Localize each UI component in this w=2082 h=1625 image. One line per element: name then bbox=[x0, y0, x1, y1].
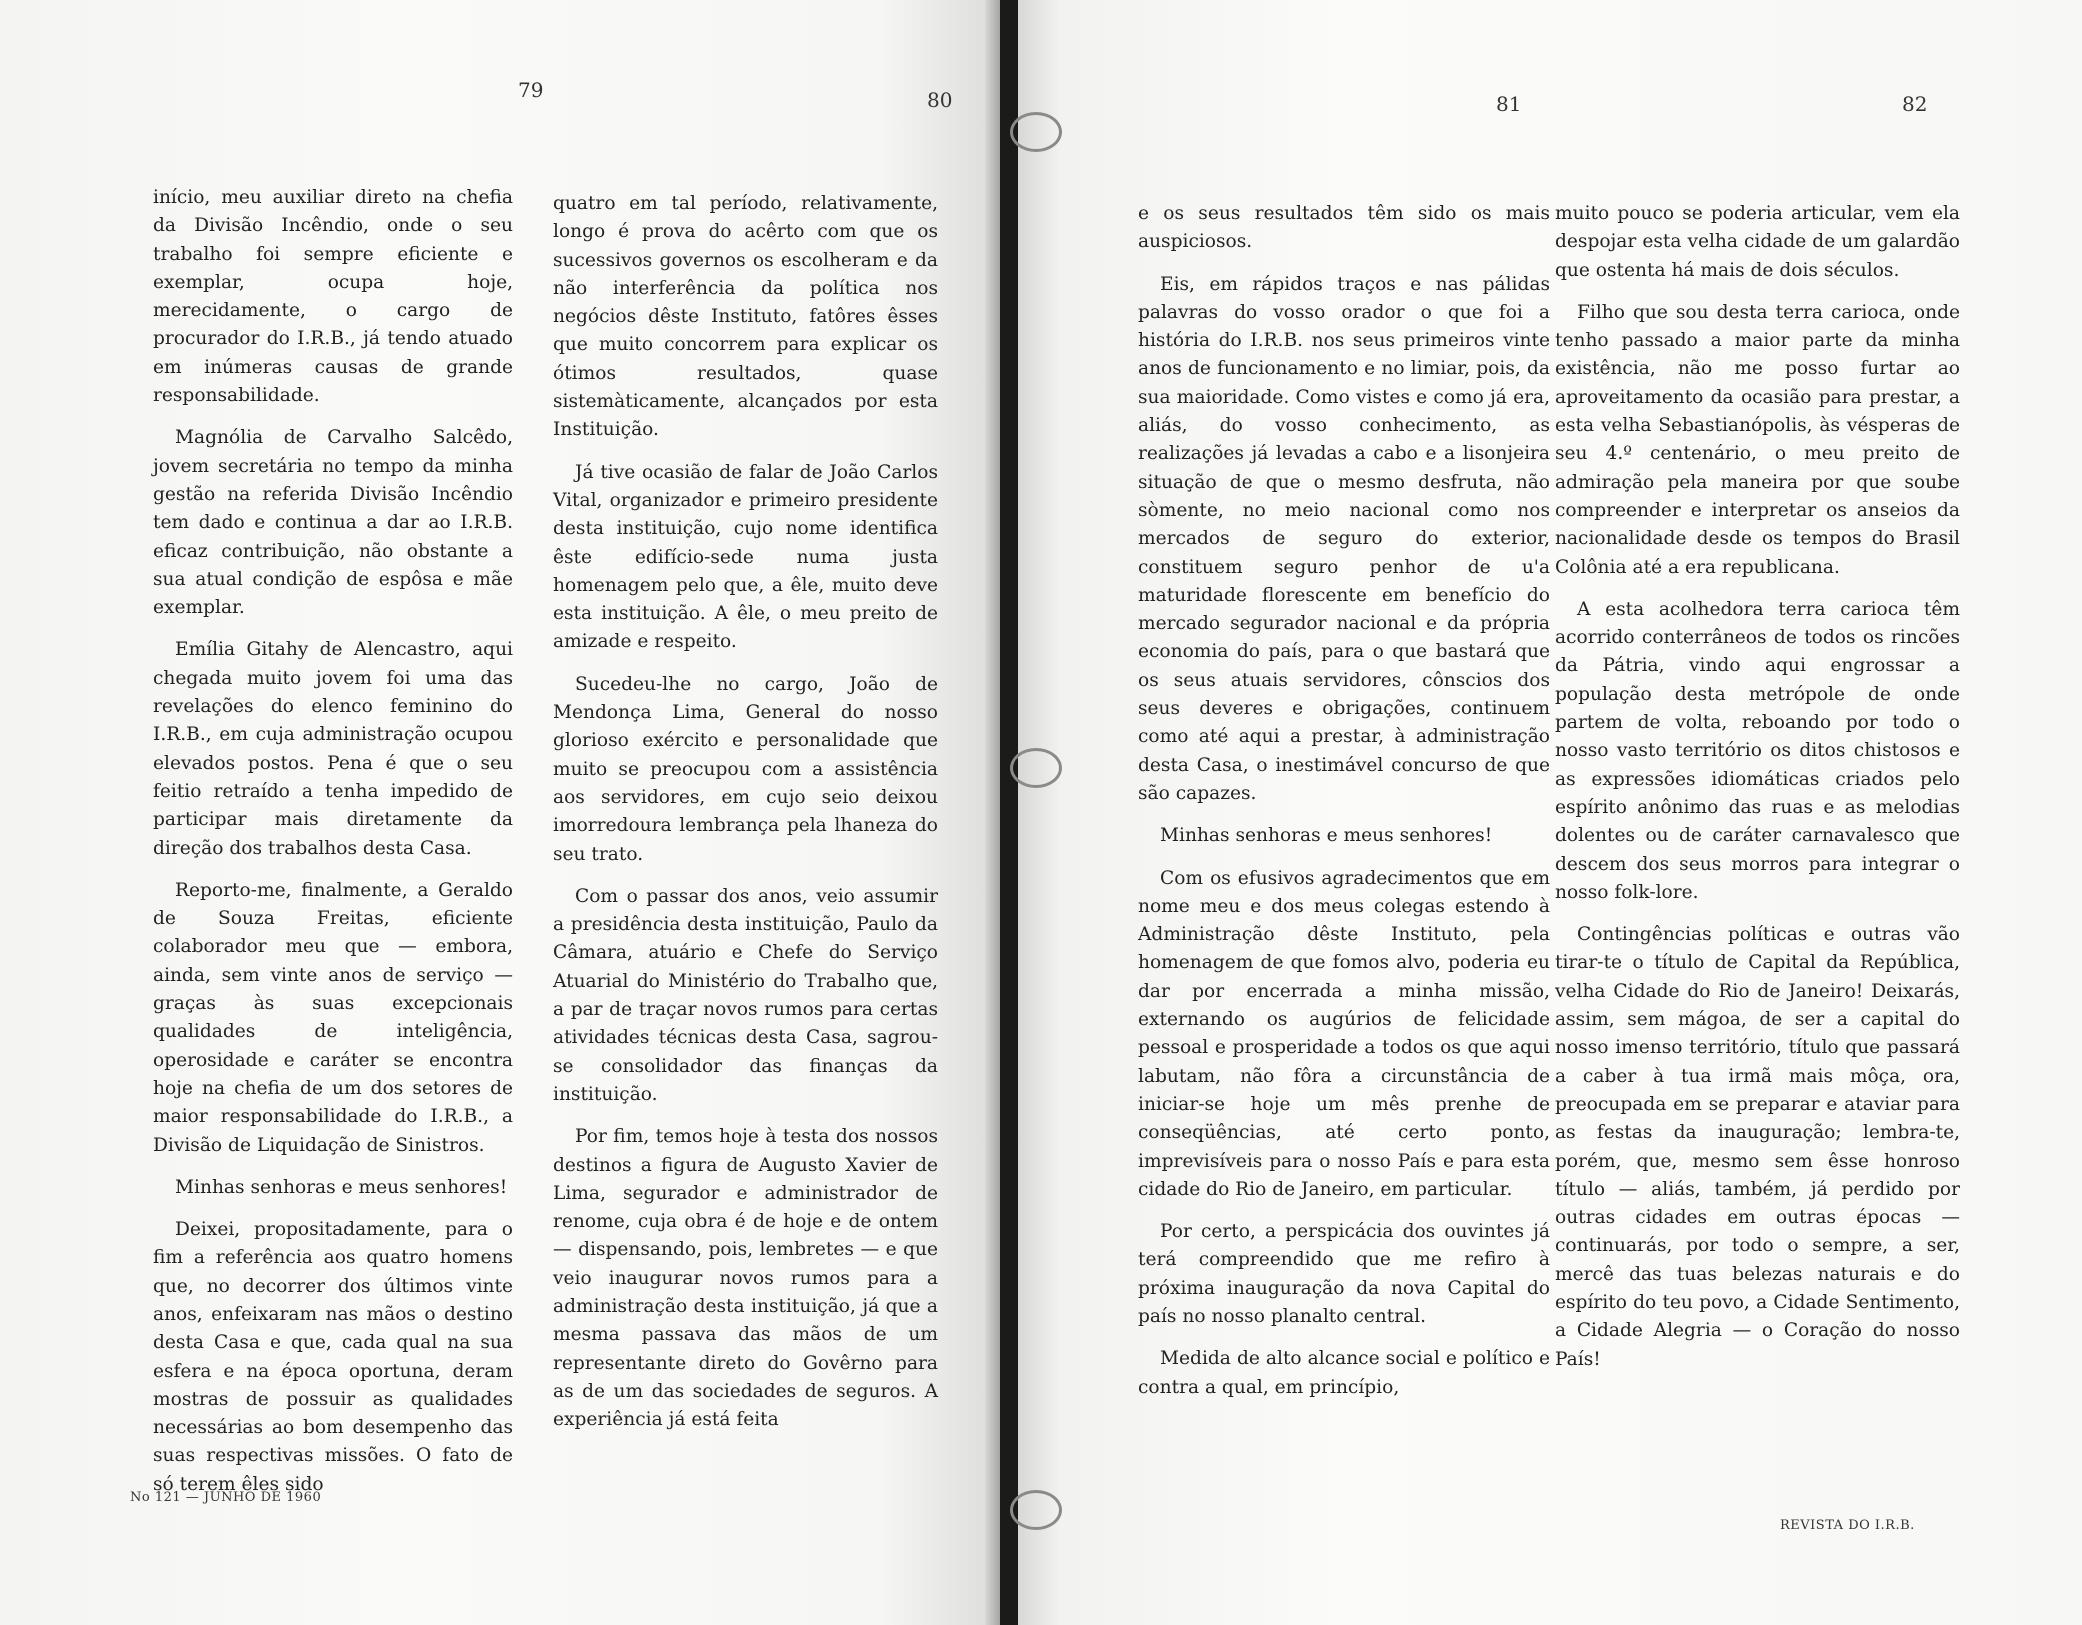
left-page bbox=[0, 0, 1000, 1625]
paragraph: Filho que sou desta terra carioca, onde tenho passado a maior parte da minha existência, não me posso furtar ao aproveitamento da ocasião para prestar, a esta velha Sebastianópolis, às vésperas de seu 4.º centenário, o meu preito de admiração pela maneira por que soube compreender e interpretar os anseios da nacionalidade desde os tempos do Brasil Colônia até a era republicana. bbox=[1555, 301, 1960, 578]
paragraph: Minhas senhoras e meus senhores! bbox=[1160, 825, 1493, 847]
right-page bbox=[1018, 0, 2082, 1625]
paragraph: Com os efusivos agradecimentos que em nome meu e dos meus colegas estendo à Administração dêste Instituto, pela homenagem de que fomos alvo, poderia eu dar por encerrada a minha missão, externando os augúrios de felicidade pessoal e prosperidade a todos os que aqui labutam, não fôra a circunstância de iniciar-se hoje um mês prenhe de conseqüências, até certo ponto, imprevisíveis para o nosso País e para esta cidade do Rio de Janeiro, em particular. bbox=[1138, 867, 1550, 1200]
footer-issue: No 121 — JUNHO DE 1960 bbox=[130, 1490, 322, 1505]
footer-journal: REVISTA DO I.R.B. bbox=[1780, 1518, 1915, 1533]
column-page-82 bbox=[1555, 200, 1960, 1388]
paragraph: quatro em tal período, relativamente, longo é prova do acêrto com que os sucessivos governos os escolheram e da não interferência da política nos negócios dêste Instituto, fatôres êsses que muito concorrem para explicar os ótimos resultados, quase sistemàticamente, alcançados por esta Instituição. bbox=[553, 193, 938, 441]
paragraph: Magnólia de Carvalho Salcêdo, jovem secretária no tempo da minha gestão na referida Divisão Incêndio tem dado e continua a dar ao I.R.B. eficaz contribuição, não obstante a sua atual condição de espôsa e mãe exemplar. bbox=[153, 427, 513, 619]
paragraph: início, meu auxiliar direto na chefia da Divisão Incêndio, onde o seu trabalho foi sempre eficiente e exemplar, ocupa hoje, merecidamente, o cargo de procurador do I.R.B., já tendo atuado em inúmeras causas de grande responsabilidade. bbox=[153, 187, 513, 407]
paragraph: Medida de alto alcance social e político e contra a qual, em princípio, bbox=[1138, 1348, 1550, 1398]
binding-staple-bottom bbox=[1010, 1490, 1062, 1530]
paragraph: Por fim, temos hoje à testa dos nossos destinos a figura de Augusto Xavier de Lima, segurador e administrador de renome, cuja obra é de hoje e de ontem — dispensando, pois, lembretes — e que veio inaugurar novos rumos para a administração desta instituição, já que a mesma passava das mãos de um representante direto do Govêrno para as de um das sociedades de seguros. A experiência já está feita bbox=[553, 1126, 938, 1431]
paragraph: Contingências políticas e outras vão tirar-te o título de Capital da República, velha Cidade do Rio de Janeiro! Deixarás, assim, sem mágoa, de ser a capital do nosso imenso território, título que passará a caber à tua irmã mais môça, ora, preocupada em se preparar e ataviar para as festas da inauguração; lembra-te, porém, que, mesmo sem êsse honroso título — aliás, também, já perdido por outras cidades em outras épocas — continuarás, por todo o sempre, a ser, mercê das tuas belezas naturais e do espírito do teu povo, a Cidade Sentimento, a Cidade Alegria — o Coração do nosso País! bbox=[1555, 924, 1960, 1370]
paragraph: Deixei, propositadamente, para o fim a referência aos quatro homens que, no decorrer dos últimos vinte anos, enfeixaram nas mãos o destino desta Casa e que, cada qual na sua esfera e na época oportuna, deram mostras de possuir as qualidades necessárias ao bom desempenho das suas respectivas missões. O fato de só terem êles sido bbox=[153, 1219, 513, 1495]
paragraph: Reporto-me, finalmente, a Geraldo de Souza Freitas, eficiente colaborador meu que — embora, ainda, sem vinte anos de serviço — graças às suas excepcionais qualidades de inteligência, operosidade e caráter se encontra hoje na chefia de um dos setores de maior responsabilidade do I.R.B., a Divisão de Liquidação de Sinistros. bbox=[153, 879, 513, 1156]
page-number-79: 79 bbox=[518, 78, 544, 102]
paragraph: muito pouco se poderia articular, vem ela despojar esta velha cidade de um galardão que ostenta há mais de dois séculos. bbox=[1555, 203, 1960, 281]
column-page-81 bbox=[1138, 200, 1550, 1416]
paragraph: Já tive ocasião de falar de João Carlos Vital, organizador e primeiro presidente desta instituição, cujo nome identifica êste edifício-sede numa justa homenagem pelo que, a êle, muito deve esta instituição. A êle, o meu preito de amizade e respeito. bbox=[553, 461, 938, 653]
column-page-80 bbox=[553, 190, 938, 1448]
column-page-79 bbox=[153, 184, 513, 1513]
paragraph: Eis, em rápidos traços e nas pálidas palavras do vosso orador o que foi a história do I.R.B. nos seus primeiros vinte anos de funcionamento e no limiar, pois, da sua maioridade. Como vistes e como já era, aliás, do vosso conhecimento, as realizações já levadas a cabo e a lisonjeira situação de que o mesmo desfruta, não sòmente, no meio nacional como nos mercados de seguro do exterior, constituem seguro penhor de u'a maturidade florescente em benefício do mercado segurador nacional e da própria economia do país, para o que bastará que os seus atuais servidores, cônscios dos seus deveres e obrigações, continuem como até aqui a prestar, à administração desta Casa, o inestimável concurso de que são capazes. bbox=[1138, 273, 1550, 804]
paragraph: Sucedeu-lhe no cargo, João de Mendonça Lima, General do nosso glorioso exército e personalidade que muito se preocupou com a assistência aos servidores, em cujo seio deixou imorredoura lembrança pela lhaneza do seu trato. bbox=[553, 673, 938, 865]
paragraph: Por certo, a perspicácia dos ouvintes já terá compreendido que me refiro à próxima inauguração da nova Capital do país no nosso planalto central. bbox=[1138, 1221, 1550, 1327]
paragraph: Com o passar dos anos, veio assumir a presidência desta instituição, Paulo da Câmara, atuário e Chefe do Serviço Atuarial do Ministério do Trabalho que, a par de traçar novos rumos para certas atividades técnicas desta Casa, sagrou-se consolidador das finanças da instituição. bbox=[553, 885, 938, 1105]
binding-staple-middle bbox=[1010, 748, 1062, 788]
paragraph: e os seus resultados têm sido os mais auspiciosos. bbox=[1138, 203, 1550, 253]
paragraph: Minhas senhoras e meus senhores! bbox=[175, 1176, 508, 1198]
page-number-80: 80 bbox=[927, 88, 953, 112]
binding-staple-top bbox=[1010, 112, 1062, 152]
page-number-81: 81 bbox=[1496, 92, 1522, 116]
paragraph: Emília Gitahy de Alencastro, aqui chegada muito jovem foi uma das revelações do elenco feminino do I.R.B., em cuja administração ocupou elevados postos. Pena é que o seu feitio retraído a tenha impedido de participar mais diretamente da direção dos trabalhos desta Casa. bbox=[153, 639, 513, 859]
page-number-82: 82 bbox=[1902, 92, 1928, 116]
paragraph: A esta acolhedora terra carioca têm acorrido conterrâneos de todos os rincões da Pátria, vindo aqui engrossar a população desta metrópole de onde partem de volta, reboando por todo o nosso vasto território os ditos chistosos e as expressões idiomáticas criados pelo espírito anônimo das ruas e as melodias dolentes ou de caráter carnavalesco que descem dos seus morros para integrar o nosso folk-lore. bbox=[1555, 598, 1960, 903]
